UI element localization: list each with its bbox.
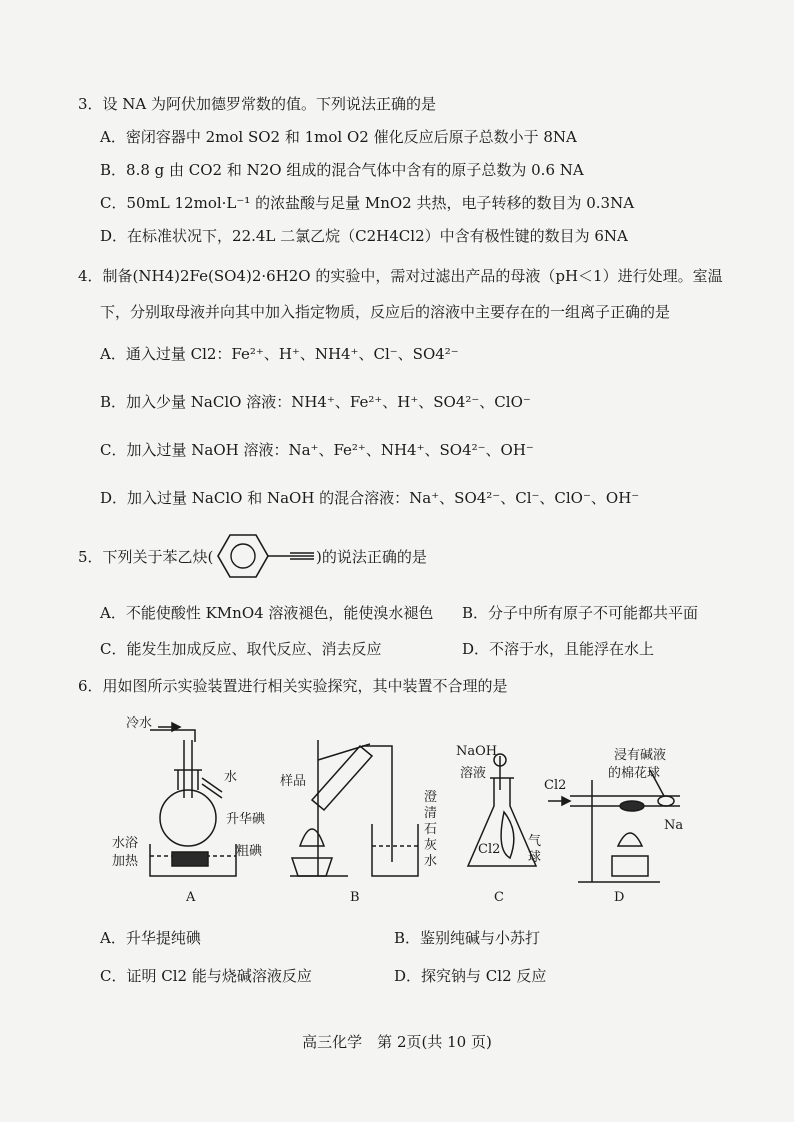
label-a-bath-2: 加热 (112, 854, 139, 869)
q4-option-a: A．通入过量 Cl2：Fe²⁺、H⁺、NH4⁺、Cl⁻、SO4²⁻ (100, 345, 459, 363)
q6-option-a: A．升华提纯碘 (100, 929, 201, 947)
label-c-naoh-2: 溶液 (460, 766, 487, 781)
q5-stem-post: )的说法正确的是 (316, 548, 427, 566)
label-a-sublimed-iodine: 升华碘 (226, 812, 266, 827)
q3-option-a: A．密闭容器中 2mol SO2 和 1mol O2 催化反应后原子总数小于 8NA (100, 128, 577, 146)
label-c-cl2: Cl2 (478, 842, 501, 857)
caption-c: C (494, 890, 504, 905)
label-c-balloon: 气球 (528, 834, 542, 865)
q3-option-b: B．8.8 g 由 CO2 和 N2O 组成的混合气体中含有的原子总数为 0.6 NA (100, 161, 584, 179)
caption-b: B (350, 890, 360, 905)
label-a-bath-1: 水浴 (112, 836, 139, 851)
q4-stem-line2: 下，分别取母液并向其中加入指定物质，反应后的溶液中主要存在的一组离子正确的是 (100, 303, 671, 321)
q6-option-b: B．鉴别纯碱与小苏打 (394, 929, 541, 947)
caption-a: A (186, 890, 196, 905)
label-d-na: Na (664, 818, 684, 833)
q5-stem-pre: 5．下列关于苯乙炔( (78, 548, 214, 566)
q6-stem: 6．用如图所示实验装置进行相关实验探究，其中装置不合理的是 (78, 677, 508, 695)
label-d-cl2: Cl2 (544, 778, 567, 793)
q3-option-d: D．在标准状况下，22.4L 二氯乙烷（C2H4Cl2）中含有极性键的数目为 6NA (100, 227, 628, 245)
caption-d: D (614, 890, 625, 905)
q5-option-a: A．不能使酸性 KMnO4 溶液褪色，能使溴水褪色 (100, 604, 434, 622)
label-b-sample: 样品 (280, 774, 307, 789)
q6-option-c: C．证明 Cl2 能与烧碱溶液反应 (100, 967, 312, 985)
q4-option-b: B．加入少量 NaClO 溶液：NH4⁺、Fe²⁺、H⁺、SO4²⁻、ClO⁻ (100, 393, 531, 411)
q4-option-d: D．加入过量 NaClO 和 NaOH 的混合溶液：Na⁺、SO4²⁻、Cl⁻、ClO⁻、OH⁻ (100, 489, 640, 507)
label-c-naoh-1: NaOH (456, 744, 498, 759)
label-a-cold-water: 冷水 (126, 716, 153, 731)
q3-option-c: C．50mL 12mol·L⁻¹ 的浓盐酸与足量 MnO2 共热，电子转移的数目为 0.3NA (100, 194, 635, 212)
q5-option-b: B．分子中所有原子不可能都共平面 (462, 604, 699, 622)
q5-option-c: C．能发生加成反应、取代反应、消去反应 (100, 640, 382, 658)
label-d-cotton-2: 的棉花球 (608, 766, 661, 781)
label-d-cotton-1: 浸有碱液 (614, 748, 667, 763)
label-a-crude-iodine: 粗碘 (236, 844, 263, 859)
q6-option-d: D．探究钠与 Cl2 反应 (394, 967, 547, 985)
q3-stem: 3．设 NA 为阿伏加德罗常数的值。下列说法正确的是 (78, 95, 437, 113)
page-footer: 高三化学 第 2页(共 10 页) (302, 1033, 492, 1051)
q4-option-c: C．加入过量 NaOH 溶液：Na⁺、Fe²⁺、NH4⁺、SO4²⁻、OH⁻ (100, 441, 534, 459)
label-a-water: 水 (224, 770, 238, 785)
label-b-limewater: 澄清石灰水 (424, 790, 438, 869)
q4-stem-line1: 4．制备(NH4)2Fe(SO4)2·6H2O 的实验中，需对过滤出产品的母液（pH＜1）进行处理。室温 (78, 267, 723, 285)
q5-option-d: D．不溶于水，且能浮在水上 (462, 640, 655, 658)
